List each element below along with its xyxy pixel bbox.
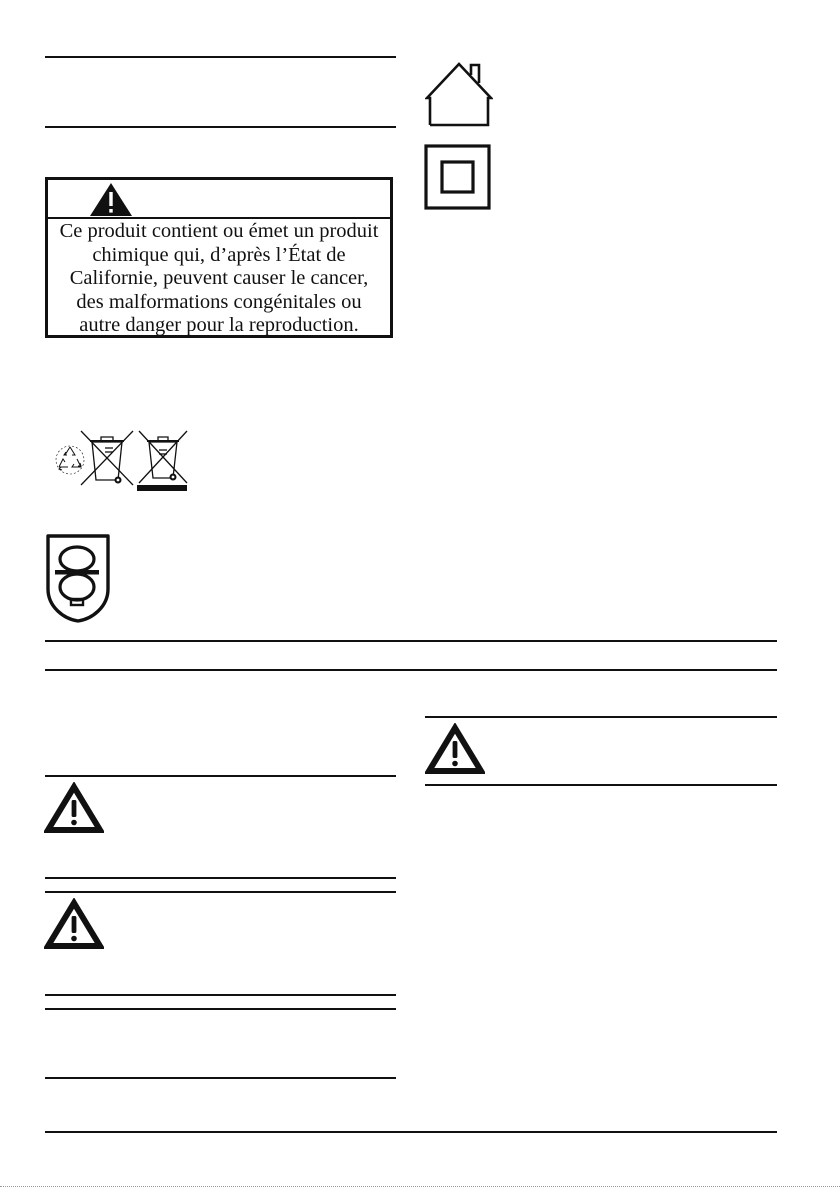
left-warning1-rule-top [45, 775, 396, 777]
left-warning2-rule-bottom [45, 994, 396, 996]
prop65-warning-text [50, 220, 388, 338]
house-outline-icon [425, 62, 493, 128]
left-note-rule-bottom [45, 1077, 396, 1079]
double-insulation-icon [424, 144, 492, 210]
crossed-out-wheelie-bin-icon [137, 430, 189, 492]
prop65-warning-box [45, 177, 393, 338]
prop65-line: chimique qui, d’après l’État de [92, 243, 346, 266]
prop65-line: Ce produit contient ou émet un produit [59, 220, 379, 242]
left-note-rule-top [45, 1008, 396, 1010]
warning-triangle-icon [44, 782, 104, 834]
top-left-rule-1 [45, 56, 396, 58]
warning-triangle-icon [89, 182, 133, 217]
left-warning2-rule-top [45, 891, 396, 893]
warning-triangle-icon [425, 723, 485, 775]
prop65-line: des malformations congénitales ou [76, 290, 362, 313]
footer-rule [45, 1131, 777, 1133]
section-rule-2 [45, 669, 777, 671]
prop65-warning-header [48, 180, 390, 219]
page-bottom-edge [0, 1186, 840, 1187]
section-rule-1 [45, 640, 777, 642]
prop65-line: Californie, peuvent causer le cancer, [69, 267, 369, 290]
warning-triangle-icon [44, 898, 104, 950]
left-warning1-rule-bottom [45, 877, 396, 879]
right-warning-rule-bottom [425, 784, 777, 786]
crossed-out-wheelie-bin-icon [79, 430, 135, 486]
fuel-can-symbol-icon [44, 533, 112, 623]
prop65-line: autre danger pour la reproduction. [79, 314, 359, 337]
top-left-rule-2 [45, 126, 396, 128]
right-warning-rule-top [425, 716, 777, 718]
